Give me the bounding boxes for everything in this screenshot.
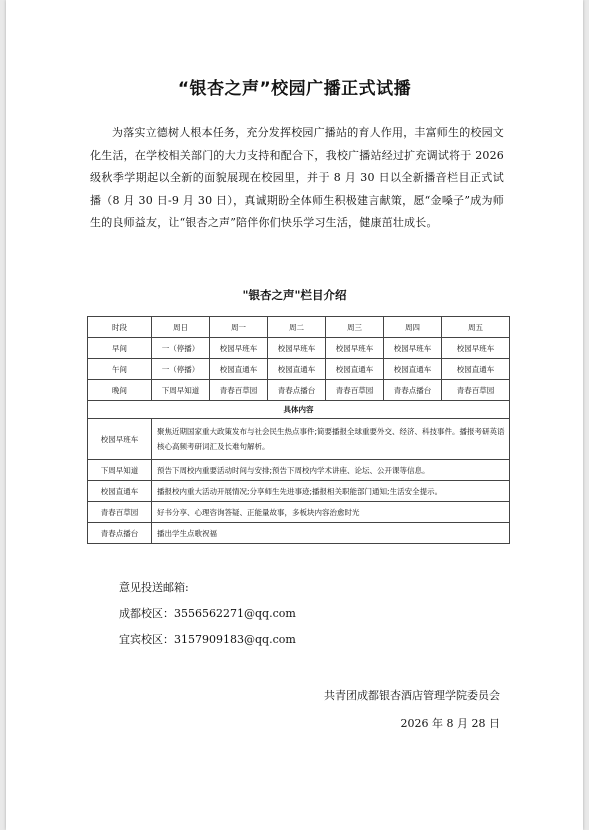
table-cell: 校园直通车 [268, 359, 326, 380]
table-cell: 校园直通车 [210, 359, 268, 380]
detail-row [88, 502, 510, 523]
section-heading: 具体内容 [88, 401, 510, 419]
header-cell: 周五 [442, 317, 510, 338]
feedback-label: 意见投送邮箱: [119, 581, 189, 594]
table-cell: 青春点播台 [384, 380, 442, 401]
table-row [88, 338, 510, 359]
table-cell: 青春百草园 [210, 380, 268, 401]
table-row [88, 359, 510, 380]
table-cell: 校园早班车 [268, 338, 326, 359]
signature-block [324, 682, 500, 738]
program-description: 播出学生点歌祝福 [152, 523, 510, 544]
table-row [88, 380, 510, 401]
table-cell: 校园早班车 [210, 338, 268, 359]
table-cell: 校园早班车 [442, 338, 510, 359]
table-cell: 青春百草园 [442, 380, 510, 401]
table-cell: 一（停播） [152, 338, 210, 359]
document-title: “银杏之声”校园广播正式试播 [177, 79, 412, 99]
program-description: 播报校内重大活动开展情况;分享师生先进事迹;播报相关职能部门通知;生活安全提示。 [152, 481, 510, 502]
table-cell: 校园早班车 [326, 338, 384, 359]
header-cell: 周三 [326, 317, 384, 338]
program-name: 青春百草园 [88, 502, 152, 523]
signature-date: 2026 年 8 月 28 日 [400, 717, 500, 730]
program-name: 下周早知道 [88, 460, 152, 481]
program-name: 青春点播台 [88, 523, 152, 544]
program-description: 聚焦近期国家重大政策发布与社会民生热点事件;简要播报全球重要外交、经济、科技事件。播报考研英语核心高频考研词汇及长难句解析。 [152, 419, 510, 460]
email-chengdu: 成都校区：3556562271@qq.com [119, 607, 296, 620]
detail-row [88, 419, 510, 460]
signature-org: 共青团成都银杏酒店管理学院委员会 [324, 689, 500, 702]
header-cell: 时段 [88, 317, 152, 338]
header-cell: 周二 [268, 317, 326, 338]
detail-row [88, 523, 510, 544]
document-page [6, 0, 583, 830]
table-cell: 校园直通车 [326, 359, 384, 380]
table-cell: 校园直通车 [384, 359, 442, 380]
table-cell: 校园直通车 [442, 359, 510, 380]
table-header-row [88, 317, 510, 338]
program-name: 校园直通车 [88, 481, 152, 502]
detail-row [88, 481, 510, 502]
program-description: 好书分享、心理咨询答疑、正能量故事，多板块内容治愈时光 [152, 502, 510, 523]
body-paragraph: 为落实立德树人根本任务，充分发挥校园广播站的育人作用，丰富师生的校园文化生活，在学校相关部门的大力支持和配合下，我校广播站经过扩充调试将于 2026 级秋季学期起以全新的面貌展现在校园里，并于 8 月 30 日以全新播音栏目正式试播（8 月 30 日-9 月 30 日），真诚期盼全体师生积极建言献策，愿“金嗓子”成为师生的良师益友，让“银杏之声”陪伴你们快乐学习生活，健康茁壮成长。 [90, 126, 504, 230]
section-row [88, 401, 510, 419]
program-description: 预告下周校内重要活动时间与安排;预告下周校内学术讲座、论坛、公开课等信息。 [152, 460, 510, 481]
schedule-table [87, 316, 510, 544]
detail-row [88, 460, 510, 481]
table-cell: 青春百草园 [326, 380, 384, 401]
header-cell: 周四 [384, 317, 442, 338]
table-cell: 青春点播台 [268, 380, 326, 401]
table-cell: 午间 [88, 359, 152, 380]
table-cell: 下周早知道 [152, 380, 210, 401]
email-yibin: 宜宾校区：3157909183@qq.com [119, 633, 296, 646]
header-cell: 周一 [210, 317, 268, 338]
table-cell: 晚间 [88, 380, 152, 401]
table-cell: 一（停播） [152, 359, 210, 380]
table-cell: 校园早班车 [384, 338, 442, 359]
table-cell: 早间 [88, 338, 152, 359]
header-cell: 周日 [152, 317, 210, 338]
feedback-block [119, 575, 296, 653]
table-title: "银杏之声"栏目介绍 [242, 288, 347, 302]
program-name: 校园早班车 [88, 419, 152, 460]
